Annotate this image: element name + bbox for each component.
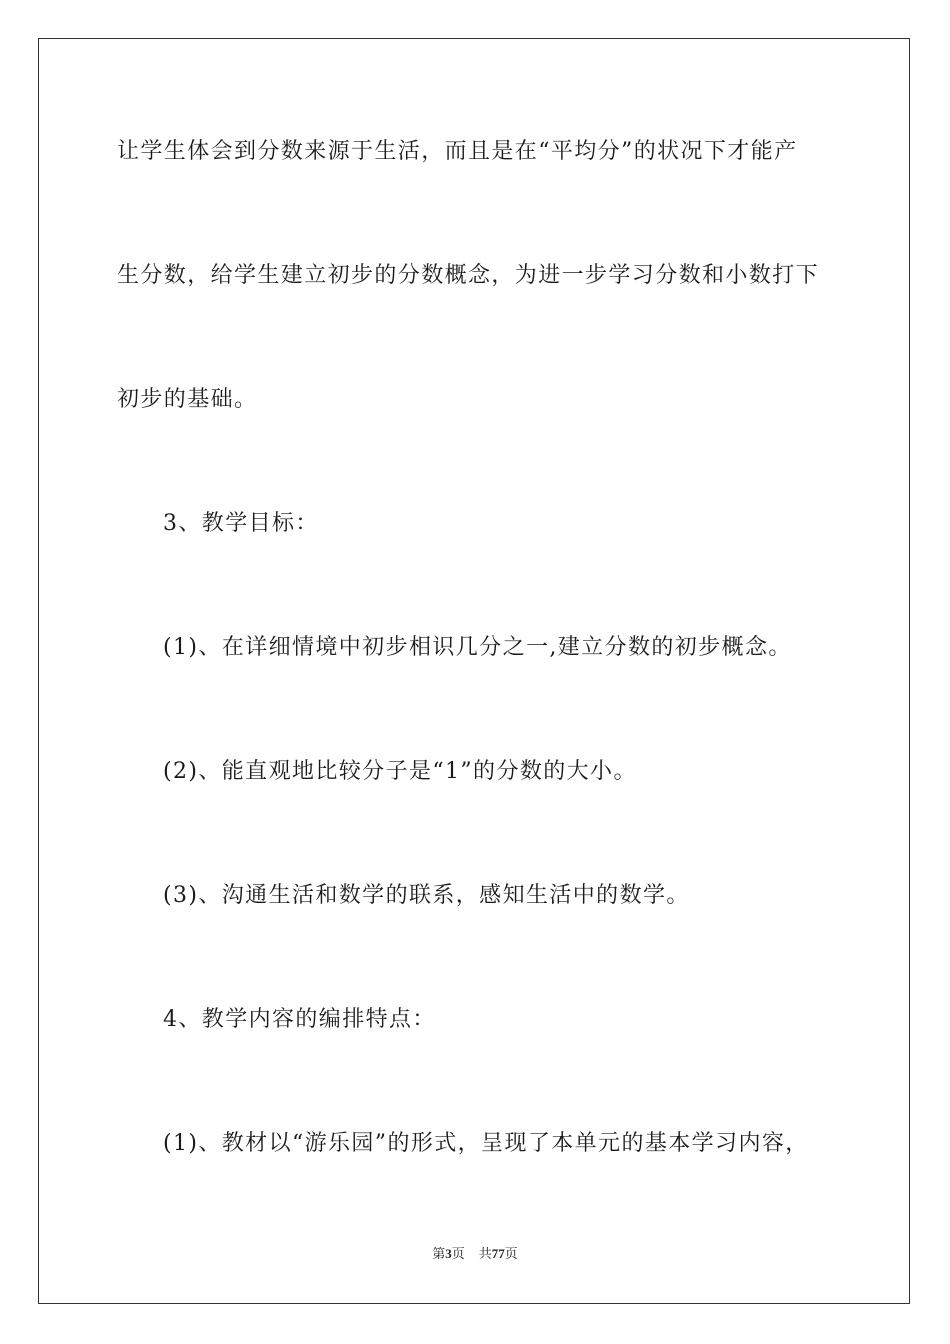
total-suffix: 页 bbox=[504, 1246, 518, 1261]
page-prefix: 第 bbox=[432, 1246, 446, 1261]
goal-2: (2)、能直观地比较分子是“1”的分数的大小。 bbox=[163, 759, 637, 784]
total-pages: 77 bbox=[491, 1246, 505, 1261]
goal-1: (1)、在详细情境中初步相识几分之一,建立分数的初步概念。 bbox=[163, 635, 792, 660]
paragraph-line-2: 生分数，给学生建立初步的分数概念，为进一步学习分数和小数打下 bbox=[117, 263, 820, 288]
section-4-heading: 4、教学内容的编排特点： bbox=[163, 1007, 436, 1032]
paragraph-line-1: 让学生体会到分数来源于生活，而且是在“平均分”的状况下才能产 bbox=[117, 139, 798, 164]
page-border bbox=[38, 38, 910, 1304]
page-footer bbox=[0, 1245, 950, 1263]
total-prefix: 共 bbox=[478, 1246, 492, 1261]
feature-1: (1)、教材以“游乐园”的形式，呈现了本单元的基本学习内容， bbox=[163, 1131, 809, 1156]
page-suffix: 页 bbox=[451, 1246, 465, 1261]
page-number: 3 bbox=[445, 1246, 452, 1261]
goal-3: (3)、沟通生活和数学的联系，感知生活中的数学。 bbox=[163, 883, 690, 908]
paragraph-line-3: 初步的基础。 bbox=[117, 387, 258, 412]
section-3-heading: 3、教学目标： bbox=[163, 511, 319, 536]
